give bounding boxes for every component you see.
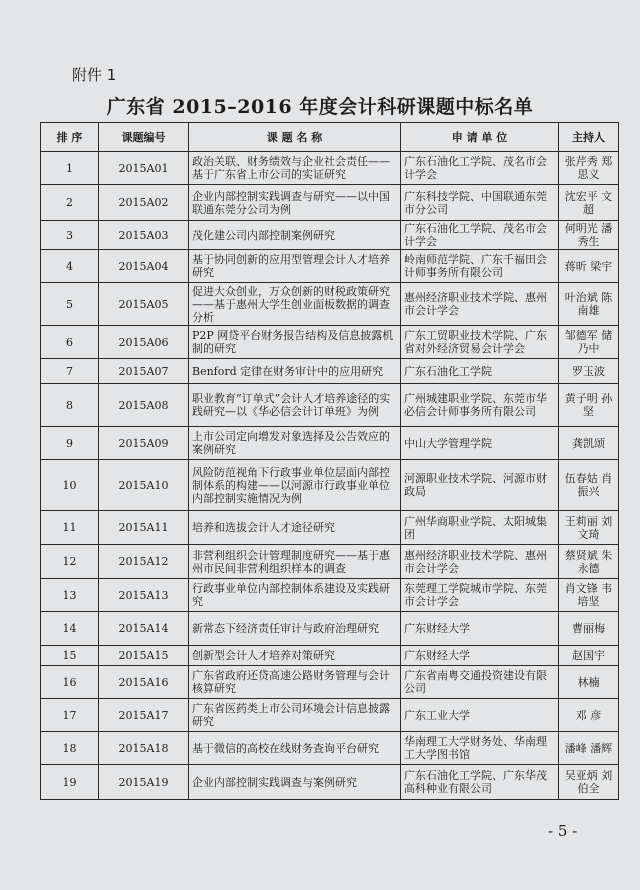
row-code: 2015A06 [99, 326, 189, 359]
row-topic: 广东省医药类上市公司环境会计信息披露研究 [189, 699, 401, 732]
table-row [41, 185, 619, 221]
row-code: 2015A18 [99, 732, 189, 765]
row-index: 17 [41, 699, 99, 732]
row-unit: 中山大学管理学院 [401, 427, 559, 460]
header-code: 课题编号 [99, 123, 189, 152]
row-person: 沈宏平 文超 [559, 185, 619, 221]
row-topic: 基于微信的高校在线财务查询平台研究 [189, 732, 401, 765]
row-index: 3 [41, 221, 99, 250]
table-row [41, 732, 619, 765]
row-person: 邓 彦 [559, 699, 619, 732]
row-code: 2015A05 [99, 283, 189, 326]
row-code: 2015A09 [99, 427, 189, 460]
row-unit: 广东石油化工学院、茂名市会计学会 [401, 152, 559, 185]
row-person: 张芹秀 郑思义 [559, 152, 619, 185]
row-index: 8 [41, 384, 99, 427]
row-code: 2015A02 [99, 185, 189, 221]
row-unit: 广东财经大学 [401, 646, 559, 666]
row-person: 赵国宇 [559, 646, 619, 666]
row-index: 11 [41, 511, 99, 545]
row-topic: 基于协同创新的应用型管理会计人才培养研究 [189, 250, 401, 283]
table-row [41, 384, 619, 427]
row-topic: 职业教育“订单式”会计人才培养途径的实践研究—以《华必信会计订单班》为例 [189, 384, 401, 427]
row-index: 4 [41, 250, 99, 283]
header-index: 排 序 [41, 123, 99, 152]
row-person: 曹丽梅 [559, 612, 619, 646]
table-row [41, 221, 619, 250]
table-row [41, 545, 619, 579]
table-row [41, 646, 619, 666]
row-person: 肖文锋 韦培坚 [559, 579, 619, 612]
row-index: 15 [41, 646, 99, 666]
row-index: 5 [41, 283, 99, 326]
row-person: 罗玉波 [559, 359, 619, 384]
row-topic: P2P 网贷平台财务报告结构及信息披露机制的研究 [189, 326, 401, 359]
table-row [41, 283, 619, 326]
row-topic: 广东省政府还贷高速公路财务管理与会计核算研究 [189, 666, 401, 699]
row-person: 伍春姑 肖振兴 [559, 460, 619, 511]
row-code: 2015A12 [99, 545, 189, 579]
row-index: 13 [41, 579, 99, 612]
row-unit: 广东石油化工学院、广东华茂高科种业有限公司 [401, 765, 559, 800]
table-row [41, 765, 619, 800]
row-index: 12 [41, 545, 99, 579]
row-index: 10 [41, 460, 99, 511]
table-row [41, 427, 619, 460]
row-person: 吴亚炳 刘伯全 [559, 765, 619, 800]
row-unit: 广东工业大学 [401, 699, 559, 732]
row-index: 6 [41, 326, 99, 359]
row-unit: 广东省南粤交通投资建设有限公司 [401, 666, 559, 699]
row-code: 2015A11 [99, 511, 189, 545]
row-unit: 河源职业技术学院、河源市财政局 [401, 460, 559, 511]
header-name: 课 题 名 称 [189, 123, 401, 152]
row-index: 7 [41, 359, 99, 384]
row-unit: 广州华商职业学院、太阳城集团 [401, 511, 559, 545]
row-person: 王莉丽 刘文琦 [559, 511, 619, 545]
row-code: 2015A03 [99, 221, 189, 250]
row-index: 1 [41, 152, 99, 185]
row-unit: 东莞理工学院城市学院、东莞市会计学会 [401, 579, 559, 612]
row-person: 何明光 潘秀生 [559, 221, 619, 250]
header-unit: 申 请 单 位 [401, 123, 559, 152]
row-code: 2015A07 [99, 359, 189, 384]
row-unit: 惠州经济职业技术学院、惠州市会计学会 [401, 545, 559, 579]
row-index: 19 [41, 765, 99, 800]
table-row [41, 326, 619, 359]
winners-table [40, 122, 619, 800]
row-person: 邹德军 储乃中 [559, 326, 619, 359]
row-unit: 岭南师范学院、广东千福田会计师事务所有限公司 [401, 250, 559, 283]
row-topic: Benford 定律在财务审计中的应用研究 [189, 359, 401, 384]
table-row [41, 511, 619, 545]
row-unit: 广东石油化工学院、茂名市会计学会 [401, 221, 559, 250]
row-code: 2015A16 [99, 666, 189, 699]
table-row [41, 359, 619, 384]
table-row [41, 579, 619, 612]
row-person: 潘峰 潘辉 [559, 732, 619, 765]
table-row [41, 152, 619, 185]
row-index: 18 [41, 732, 99, 765]
row-topic: 企业内部控制实践调查与案例研究 [189, 765, 401, 800]
row-unit: 惠州经济职业技术学院、惠州市会计学会 [401, 283, 559, 326]
table-row [41, 460, 619, 511]
page-number: - 5 - [548, 822, 578, 840]
row-topic: 行政事业单位内部控制体系建设及实践研究 [189, 579, 401, 612]
row-unit: 广东财经大学 [401, 612, 559, 646]
row-unit: 广东科技学院、中国联通东莞市分公司 [401, 185, 559, 221]
table-row [41, 699, 619, 732]
row-code: 2015A15 [99, 646, 189, 666]
row-unit: 广州城建职业学院、东莞市华必信会计师事务所有限公司 [401, 384, 559, 427]
row-unit: 华南理工大学财务处、华南理工大学图书馆 [401, 732, 559, 765]
row-unit: 广东工贸职业技术学院、广东省对外经济贸易会计学会 [401, 326, 559, 359]
row-topic: 政治关联、财务绩效与企业社会责任——基于广东省上市公司的实证研究 [189, 152, 401, 185]
row-person: 蒋昕 梁宇 [559, 250, 619, 283]
row-person: 林楠 [559, 666, 619, 699]
attachment-label: 附件 1 [72, 66, 117, 84]
row-person: 黄子明 孙坚 [559, 384, 619, 427]
row-topic: 非营利组织会计管理制度研究——基于惠州市民间非营利组织样本的调查 [189, 545, 401, 579]
row-person: 蔡贤斌 朱永德 [559, 545, 619, 579]
row-index: 14 [41, 612, 99, 646]
row-code: 2015A13 [99, 579, 189, 612]
document-title: 广东省 2015–2016 年度会计科研课题中标名单 [106, 96, 534, 118]
table-row [41, 666, 619, 699]
row-topic: 上市公司定向增发对象选择及公告效应的案例研究 [189, 427, 401, 460]
row-topic: 新常态下经济责任审计与政府治理研究 [189, 612, 401, 646]
row-person: 龚凯颂 [559, 427, 619, 460]
row-code: 2015A01 [99, 152, 189, 185]
row-code: 2015A19 [99, 765, 189, 800]
row-index: 16 [41, 666, 99, 699]
row-topic: 茂化建公司内部控制案例研究 [189, 221, 401, 250]
table-header-row [41, 123, 619, 152]
row-topic: 培养和选拔会计人才途径研究 [189, 511, 401, 545]
row-topic: 创新型会计人才培养对策研究 [189, 646, 401, 666]
table-row [41, 612, 619, 646]
header-person: 主持人 [559, 123, 619, 152]
row-code: 2015A08 [99, 384, 189, 427]
row-code: 2015A04 [99, 250, 189, 283]
row-code: 2015A14 [99, 612, 189, 646]
row-index: 9 [41, 427, 99, 460]
row-person: 叶治斌 陈南雄 [559, 283, 619, 326]
row-index: 2 [41, 185, 99, 221]
row-topic: 促进大众创业，万众创新的财税政策研究——基于惠州大学生创业面板数据的调查分析 [189, 283, 401, 326]
row-code: 2015A17 [99, 699, 189, 732]
row-topic: 企业内部控制实践调查与研究——以中国联通东莞分公司为例 [189, 185, 401, 221]
row-code: 2015A10 [99, 460, 189, 511]
row-topic: 风险防范视角下行政事业单位层面内部控制体系的构建——以河源市行政事业单位内部控制实施情况为例 [189, 460, 401, 511]
table-row [41, 250, 619, 283]
row-unit: 广东石油化工学院 [401, 359, 559, 384]
